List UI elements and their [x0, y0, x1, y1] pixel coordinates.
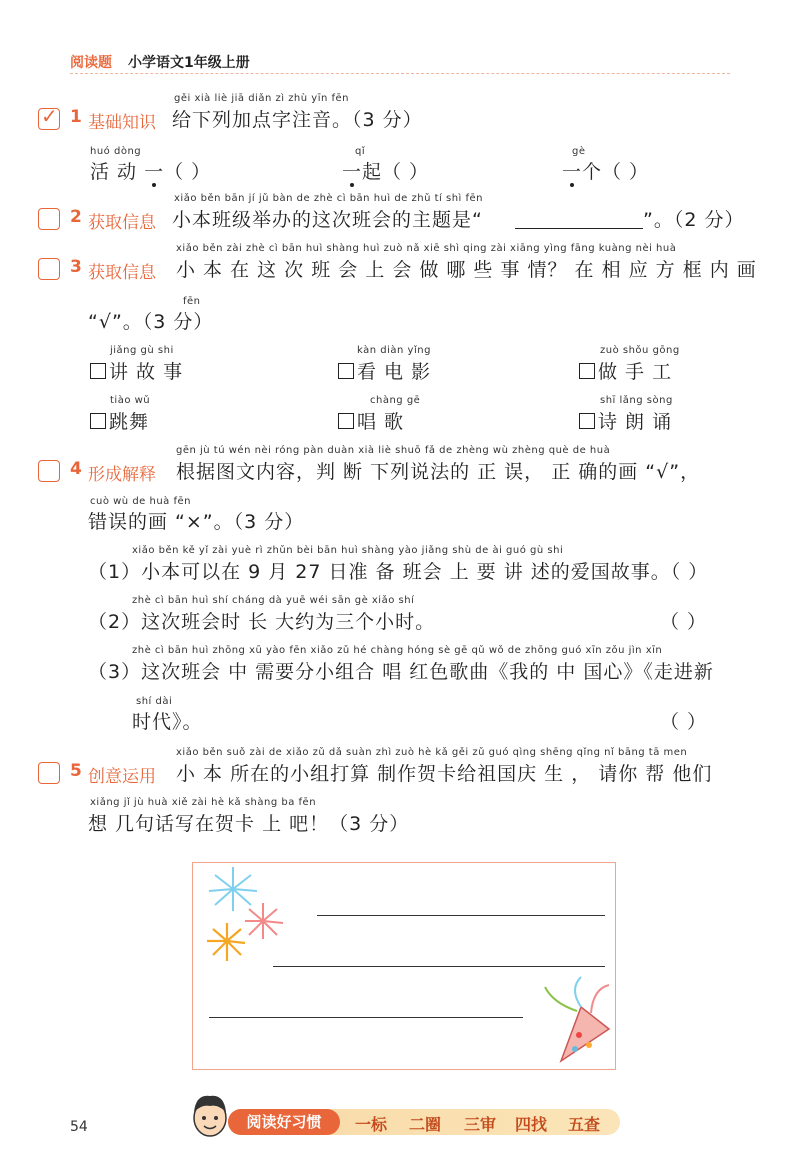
q1-text: 给下列加点字注音。（3 分） [172, 109, 423, 131]
q1-pinyin: gěi xià liè jiā diǎn zì zhù yīn fēn [174, 93, 350, 104]
boy-mascot-icon [188, 1088, 232, 1140]
q4-item2-pinyin: zhè cì bān huì shí cháng dà yuē wéi sān gè xiǎo shí [132, 595, 415, 606]
q2-answer-blank[interactable] [515, 228, 643, 229]
card-writing-line[interactable] [209, 1017, 523, 1018]
q2-tag: 获取信息 [88, 213, 156, 233]
q3-line2: “√”。（3 分） [88, 311, 214, 333]
q4-item3-line2-pinyin: shí dài [136, 696, 173, 707]
q3-checkbox[interactable] [38, 258, 60, 280]
q1-number: 1 [70, 107, 82, 127]
greeting-card [192, 862, 616, 1070]
q3-opt6-pinyin: shī lǎng sòng [600, 395, 673, 406]
q3-option-2[interactable] [338, 357, 431, 384]
emphasis-dot [570, 183, 574, 187]
q5-checkbox[interactable] [38, 762, 60, 784]
checkbox-icon[interactable] [90, 413, 106, 429]
q2-pinyin: xiǎo běn bān jí jǔ bàn de zhè cì bān huì de zhǔ tí shì fēn [174, 193, 484, 204]
q4-item2-text: （2）这次班会时 长 大约为三个小时。 [88, 611, 436, 633]
q1-item3-pinyin: gè [572, 146, 586, 157]
banner-step-5: 五查 [568, 1115, 601, 1134]
checkbox-icon[interactable] [579, 363, 595, 379]
q3-opt3-label: 做 手 工 [598, 361, 673, 383]
banner-step-4: 四找 [515, 1115, 548, 1134]
q3-option-3[interactable] [579, 357, 672, 384]
banner-step-2: 二圈 [409, 1115, 442, 1134]
banner-step-1: 一标 [355, 1115, 388, 1134]
banner-title: 阅读好习惯 [228, 1109, 340, 1135]
q3-opt5-pinyin: chàng gē [370, 395, 421, 406]
q4-tag: 形成解释 [88, 465, 156, 485]
checkbox-icon[interactable] [579, 413, 595, 429]
q4-text: 根据图文内容，判 断 下列说法的 正 误， 正 确的画 “√”， [176, 461, 701, 483]
q3-option-4[interactable] [90, 407, 149, 434]
q4-item3-answer[interactable]: （ ） [660, 711, 708, 733]
q3-opt1-pinyin: jiǎng gù shi [110, 345, 174, 356]
checkbox-icon[interactable] [90, 363, 106, 379]
emphasis-dot [152, 183, 156, 187]
section-label: 阅读题 [70, 55, 112, 71]
q2-text-end: ”。（2 分） [643, 209, 745, 231]
q4-item2-answer[interactable]: （ ） [660, 611, 708, 633]
q3-line2-pinyin: fēn [183, 296, 201, 307]
q3-opt6-label: 诗 朗 诵 [598, 411, 673, 433]
q1-item3-text: 一个（ ） [562, 161, 650, 183]
q3-opt4-label: 跳舞 [109, 411, 150, 433]
q3-option-1[interactable] [90, 357, 183, 384]
emphasis-dot [350, 183, 354, 187]
q3-opt5-label: 唱 歌 [357, 411, 405, 433]
q2-checkbox[interactable] [38, 208, 60, 230]
q1-item2-pinyin: qǐ [355, 146, 366, 157]
q4-item3-pinyin: zhè cì bān huì zhōng xū yào fēn xiǎo zǔ hé chàng hóng sè gē qǔ wǒ de zhōng guó xīn zǒu jìn xīn [132, 645, 663, 656]
q4-checkbox[interactable] [38, 460, 60, 482]
party-popper-icon [529, 973, 615, 1067]
q2-text: 小本班级举办的这次班会的主题是“ [172, 209, 483, 231]
q3-opt4-pinyin: tiào wǔ [110, 395, 151, 406]
book-title: 小学语文1年级上册 [128, 55, 250, 71]
q5-pinyin: xiǎo běn suǒ zài de xiǎo zǔ dǎ suàn zhì zuò hè kǎ gěi zǔ guó qìng shēng qǐng nǐ bāng tā men [176, 747, 688, 758]
q5-line2-pinyin: xiǎng jǐ jù huà xiě zài hè kǎ shàng ba fēn [90, 797, 317, 808]
header-divider [70, 73, 730, 74]
q1-checkbox[interactable] [38, 108, 60, 130]
q1-item1-pinyin: huó dòng [90, 146, 142, 157]
q3-opt2-label: 看 电 影 [357, 361, 432, 383]
checkbox-icon[interactable] [338, 413, 354, 429]
q3-option-5[interactable] [338, 407, 404, 434]
q1-item1-text: 活 动 一（ ） [90, 161, 212, 183]
firework-pink [245, 903, 283, 939]
q2-number: 2 [70, 207, 82, 227]
q3-option-6[interactable] [579, 407, 672, 434]
fireworks-icon [201, 867, 301, 977]
firework-orange [207, 923, 245, 961]
firework-blue [209, 867, 257, 911]
card-writing-line[interactable] [273, 966, 605, 967]
q3-opt3-pinyin: zuò shǒu gōng [600, 345, 680, 356]
q4-item1-pinyin: xiǎo běn kě yǐ zài yuè rì zhǔn bèi bān huì shàng yào jiǎng shù de ài guó gù shi [132, 545, 564, 556]
reading-habit-banner [228, 1109, 620, 1135]
q3-number: 3 [70, 257, 82, 277]
q5-tag: 创意运用 [88, 767, 156, 787]
q3-tag: 获取信息 [88, 263, 156, 283]
q4-item1-text: （1）小本可以在 9 月 27 日准 备 班会 上 要 讲 述的爱国故事。（ ） [88, 561, 709, 583]
q5-line2: 想 几句话写在贺卡 上 吧！（3 分） [88, 813, 410, 835]
q1-tag: 基础知识 [88, 113, 156, 133]
q5-text: 小 本 所在的小组打算 制作贺卡给祖国庆 生 ， 请你 帮 他们 [176, 763, 713, 785]
q3-text: 小 本 在 这 次 班 会 上 会 做 哪 些 事 情？ 在 相 应 方 框 内 画 [176, 259, 757, 281]
q3-opt1-label: 讲 故 事 [109, 361, 184, 383]
q4-pinyin: gēn jù tú wén nèi róng pàn duàn xià liè shuō fǎ de zhèng wù zhèng què de huà [176, 445, 611, 456]
banner-step-3: 三审 [464, 1115, 497, 1134]
checkbox-icon[interactable] [338, 363, 354, 379]
q5-number: 5 [70, 761, 82, 781]
q3-opt2-pinyin: kàn diàn yǐng [357, 345, 431, 356]
q1-item2-text: 一起（ ） [342, 161, 430, 183]
q4-line2-pinyin: cuò wù de huà fēn [90, 496, 191, 507]
q4-item3-text: （3）这次班会 中 需要分小组合 唱 红色歌曲《我的 中 国心》《走进新 [88, 661, 714, 683]
q4-number: 4 [70, 459, 82, 479]
q3-pinyin: xiǎo běn zài zhè cì bān huì shàng huì zuò nǎ xiē shì qing zài xiāng yìng fāng kuàng nèi huà [176, 243, 677, 254]
card-writing-line[interactable] [317, 915, 605, 916]
q4-line2: 错误的画 “×”。（3 分） [88, 511, 305, 533]
q4-item3-line2: 时代》。 [132, 711, 203, 733]
page-number: 54 [70, 1119, 88, 1135]
